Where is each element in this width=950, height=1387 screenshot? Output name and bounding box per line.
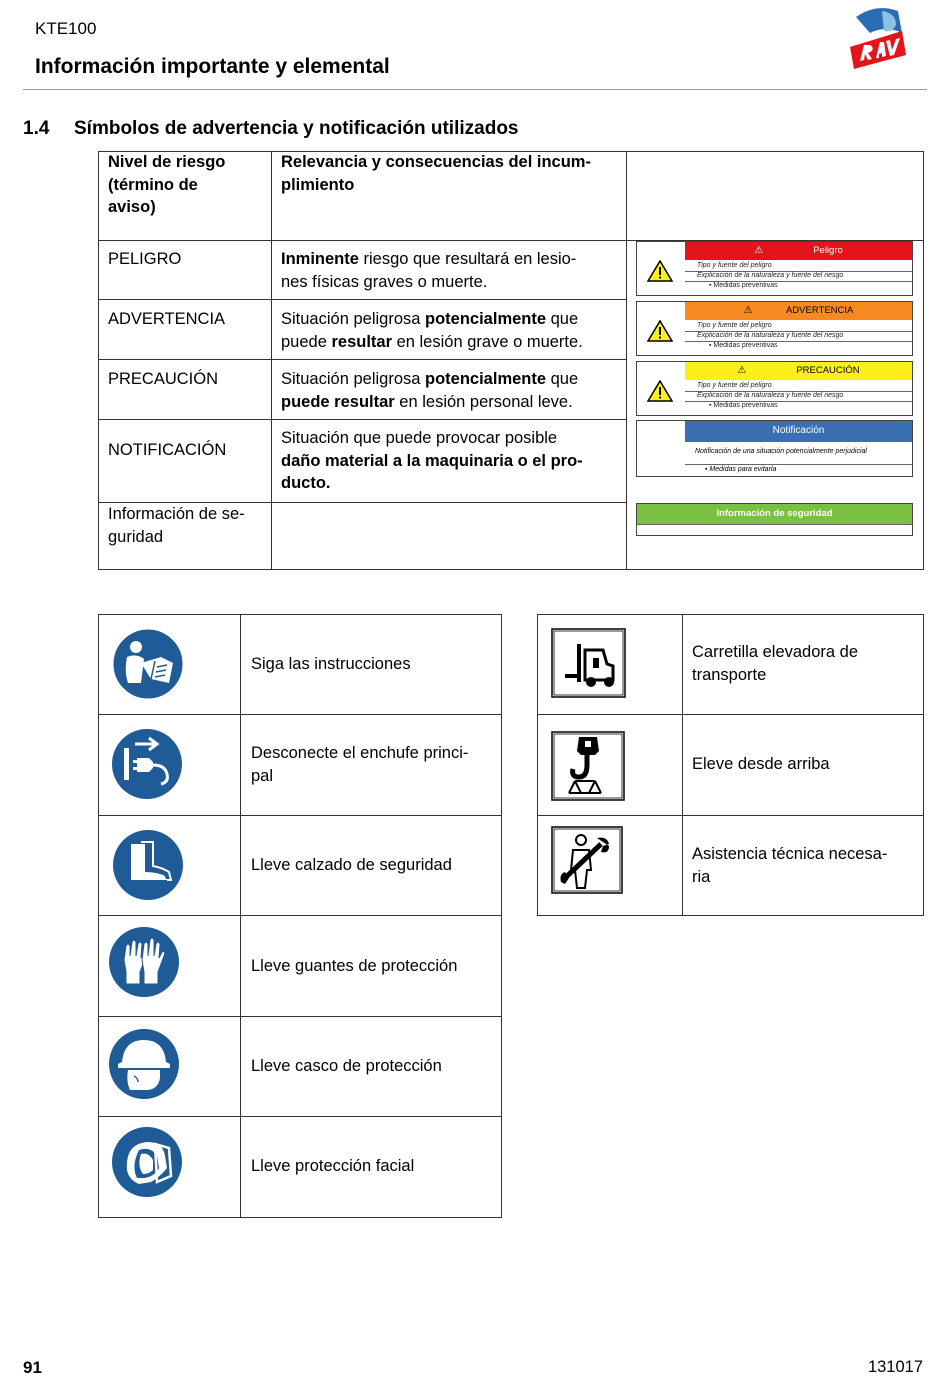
notice-line: Explicación de la naturaleza y fuente del riesgo: [697, 332, 844, 339]
notice-line: Tipo y fuente del peligro: [697, 262, 772, 269]
desc-emphasis: potencialmente: [425, 310, 547, 328]
symbol-label: Lleve casco de protección: [251, 1057, 442, 1075]
symbol-label: Lleve protección facial: [251, 1157, 415, 1175]
desc-text: que: [550, 370, 579, 388]
notice-bar: [685, 362, 912, 380]
helmet-icon: [108, 1028, 180, 1100]
level-peligro: PELIGRO: [108, 250, 182, 268]
desc-emphasis: puede resultar: [281, 392, 395, 411]
safety-info-bar: Información de seguridad: [637, 504, 912, 524]
notice-sample-notificacion: [636, 420, 913, 477]
notification-bar: Notificación: [685, 421, 912, 441]
desc-notificacion: [281, 427, 621, 495]
notice-label: ADVERTENCIA: [785, 305, 854, 316]
technician-wrench-icon: [551, 826, 623, 894]
notice-bar: [685, 242, 912, 260]
notice-label: PRECAUCIÓN: [796, 365, 860, 376]
page-title: Información importante y elemental: [35, 55, 390, 78]
safety-boots-icon: [111, 828, 185, 902]
gloves-icon: [108, 926, 180, 998]
desc-text: que puede: [281, 310, 579, 351]
face-shield-icon: [111, 1126, 183, 1198]
level-info-seguridad: Información de se- guridad: [108, 505, 245, 546]
notice-label: Peligro: [813, 245, 843, 256]
model-name: KTE100: [35, 19, 97, 38]
desc-text: Situación peligrosa: [281, 310, 426, 328]
alert-icon: ⚠: [743, 305, 786, 316]
notice-bar: [685, 302, 912, 320]
level-precaucion: PRECAUCIÓN: [108, 370, 219, 388]
desc-advertencia: [281, 308, 621, 353]
symbol-label: Lleve calzado de seguridad: [251, 856, 452, 874]
notice-line: Explicación de la naturaleza y fuente del riesgo: [697, 392, 844, 399]
warning-triangle-icon: [647, 380, 673, 402]
notice-sample-peligro: [636, 241, 913, 296]
warning-triangle-icon: [647, 320, 673, 342]
warning-triangle-icon: [647, 260, 673, 282]
forklift-icon: [551, 628, 626, 698]
desc-emphasis: resultar: [331, 332, 392, 351]
desc-text: en lesión grave o muerte.: [392, 332, 583, 351]
symbol-label: Asistencia técnica necesa- ria: [692, 845, 888, 886]
desc-emphasis: potencialmente: [425, 370, 547, 388]
desc-text: Situación que puede provocar posible: [281, 429, 558, 447]
desc-peligro: [281, 248, 621, 293]
notice-line: ▪ Medidas preventivas: [709, 402, 778, 409]
level-notificacion: NOTIFICACIÓN: [108, 441, 227, 459]
desc-emphasis: Inminente: [281, 250, 359, 268]
desc-precaucion: [281, 368, 621, 413]
symbol-label: Desconecte el enchufe princi- pal: [251, 744, 469, 785]
notice-sample-advertencia: [636, 301, 913, 356]
page-number: 91: [23, 1358, 42, 1377]
brand-logo-icon: [846, 3, 908, 73]
notice-line: Explicación de la naturaleza y fuente del riesgo: [697, 272, 844, 279]
symbol-label: Eleve desde arriba: [692, 755, 830, 773]
notice-sample-info-seguridad: [636, 503, 913, 536]
desc-text: en lesión personal leve.: [394, 392, 573, 411]
table-header-relevance: Relevancia y consecuencias del incum- plimiento: [281, 153, 591, 194]
notice-line: Tipo y fuente del peligro: [697, 322, 772, 329]
section-number: 1.4: [23, 118, 50, 139]
level-advertencia: ADVERTENCIA: [108, 310, 226, 328]
notification-line: Notificación de una situación potencialmente perjudicial: [695, 448, 867, 455]
desc-text: Situación peligrosa: [281, 370, 426, 388]
read-instructions-icon: [111, 627, 185, 701]
section-title: Símbolos de advertencia y notificación utilizados: [74, 118, 519, 139]
symbol-label: Lleve guantes de protección: [251, 957, 458, 975]
crane-hook-icon: [551, 731, 625, 801]
symbol-label: Carretilla elevadora de transporte: [692, 643, 859, 684]
alert-icon: ⚠: [754, 245, 814, 256]
notice-line: ▪ Medidas preventivas: [709, 282, 778, 289]
notice-sample-precaucion: [636, 361, 913, 416]
document-code: 131017: [867, 1358, 923, 1376]
header-divider: [23, 89, 927, 90]
table-header-level: Nivel de riesgo (término de aviso): [108, 153, 226, 216]
notice-line: Tipo y fuente del peligro: [697, 382, 772, 389]
symbol-label: Siga las instrucciones: [251, 655, 411, 673]
disconnect-plug-icon: [111, 728, 183, 800]
desc-emphasis: daño material a la maquinaria o el pro- ducto.: [281, 451, 583, 492]
desc-text: riesgo que resultará en lesio- nes físicas graves o muerte.: [281, 250, 577, 291]
alert-icon: ⚠: [737, 365, 797, 376]
notice-line: ▪ Medidas preventivas: [709, 342, 778, 349]
notification-line: ▪ Medidas para evitarla: [705, 466, 777, 473]
